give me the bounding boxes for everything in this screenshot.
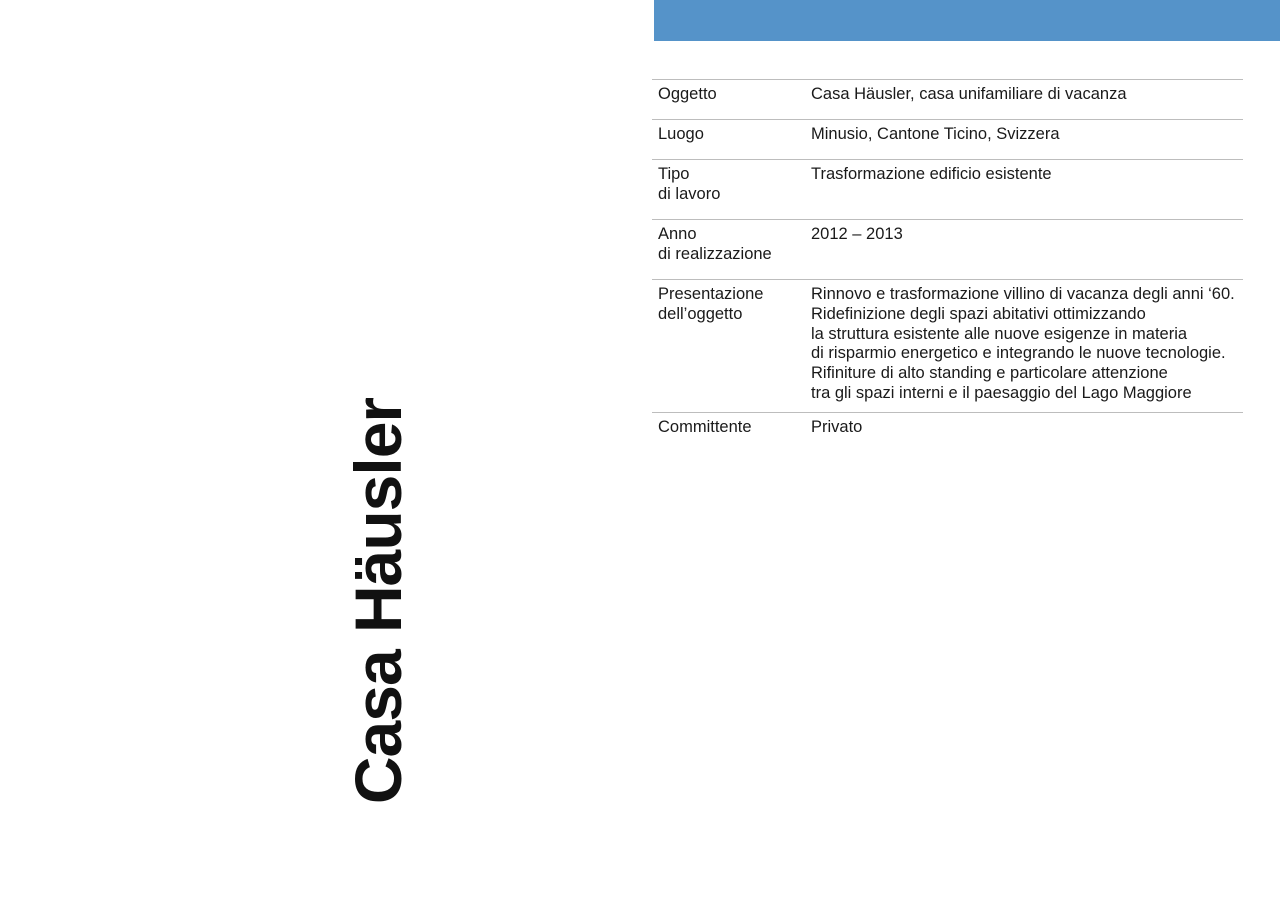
row-value: 2012 – 2013: [811, 225, 903, 243]
table-row-presentazione: [652, 280, 1243, 413]
header-color-bar: [654, 0, 1280, 41]
project-title: Casa Häusler: [341, 397, 415, 805]
row-value: Rinnovo e trasformazione villino di vacanza degli anni ‘60. Ridefinizione degli spazi abitativi ottimizzando la struttura esistente alle nuove esigenze in materia di risparmio energetico e integrando le nuove tecnologie. Rifiniture di alto standing e particolare attenzione tra gli spazi interni e il paesaggio del Lago Maggiore: [811, 285, 1235, 402]
row-label: Committente: [658, 417, 752, 436]
project-info-table: [652, 79, 1243, 446]
row-value: Casa Häusler, casa unifamiliare di vacanza: [811, 85, 1127, 103]
row-label: Oggetto: [658, 85, 717, 103]
table-row-luogo: [652, 120, 1243, 160]
row-value: Privato: [811, 417, 863, 436]
table-row-oggetto: [652, 80, 1243, 120]
row-value: Trasformazione edificio esistente: [811, 165, 1052, 183]
row-label: Presentazione dell’oggetto: [658, 285, 764, 323]
table-row-tipo: [652, 160, 1243, 220]
row-value: Minusio, Cantone Ticino, Svizzera: [811, 125, 1060, 143]
row-label: Anno di realizzazione: [658, 225, 772, 263]
table-row-committente: [652, 413, 1243, 446]
table-row-anno: [652, 220, 1243, 280]
title-container: [342, 366, 414, 836]
row-label: Tipo di lavoro: [658, 165, 721, 203]
row-label: Luogo: [658, 125, 704, 143]
